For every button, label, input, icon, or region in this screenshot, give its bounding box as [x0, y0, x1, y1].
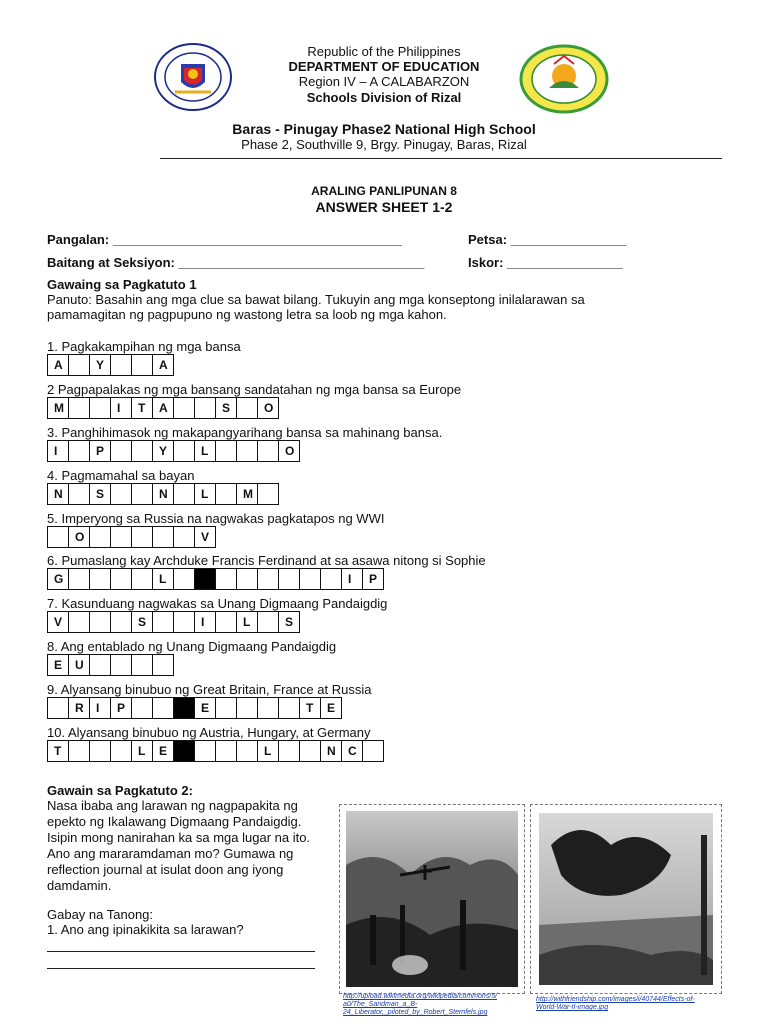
letter-box[interactable]: I — [89, 697, 111, 719]
answer-boxes-7 — [47, 611, 299, 633]
photo1-source-link[interactable] — [343, 993, 533, 1017]
letter-box[interactable] — [131, 526, 153, 548]
letter-box[interactable] — [89, 568, 111, 590]
header-division: Schools Division of Rizal — [306, 90, 462, 105]
answer-boxes-10 — [47, 740, 383, 762]
letter-box[interactable]: L — [257, 740, 279, 762]
letter-box[interactable] — [257, 483, 279, 505]
header-department: DEPARTMENT OF EDUCATION — [288, 59, 480, 74]
answer-boxes-5 — [47, 526, 215, 548]
letter-box[interactable]: I — [341, 568, 363, 590]
letter-box[interactable] — [236, 740, 258, 762]
letter-box[interactable]: A — [152, 354, 174, 376]
letter-box[interactable] — [110, 440, 132, 462]
letter-box[interactable] — [236, 397, 258, 419]
letter-box[interactable]: T — [299, 697, 321, 719]
letter-box[interactable]: L — [236, 611, 258, 633]
letter-box[interactable] — [320, 568, 342, 590]
letter-box[interactable] — [68, 397, 90, 419]
answer-boxes-2 — [47, 397, 278, 419]
letter-box[interactable] — [152, 611, 174, 633]
letter-box[interactable]: S — [89, 483, 111, 505]
letter-box[interactable] — [215, 568, 237, 590]
letter-box[interactable]: O — [68, 526, 90, 548]
letter-box[interactable] — [299, 740, 321, 762]
activity2-line-3: Isipin mong nanirahan ka sa mga lugar na ito. — [47, 830, 311, 845]
blocked-box — [194, 568, 216, 590]
photo2-link-line1[interactable]: http://withfriendship.com/images/i/40744/Effects-of- — [536, 996, 695, 1003]
letter-box[interactable]: Y — [152, 440, 174, 462]
letter-box[interactable] — [299, 568, 321, 590]
photo1-link-line1[interactable]: http://upload.wikimedia.org/wikipedia/commons/5/ — [343, 993, 498, 1000]
letter-box[interactable]: Y — [89, 354, 111, 376]
letter-box[interactable] — [215, 483, 237, 505]
letter-box[interactable]: E — [194, 697, 216, 719]
activity2-line-1: Nasa ibaba ang larawan ng nagpapakita ng — [47, 798, 298, 813]
answer-boxes-9 — [47, 697, 341, 719]
letter-box[interactable]: M — [236, 483, 258, 505]
letter-box[interactable] — [278, 568, 300, 590]
letter-box[interactable] — [68, 568, 90, 590]
letter-box[interactable]: N — [47, 483, 69, 505]
letter-box[interactable] — [110, 740, 132, 762]
activity1-instruction-line2: pamamagitan ng pagpupuno ng wastong letra sa loob ng mga kahon. — [47, 307, 447, 322]
letter-box[interactable] — [68, 611, 90, 633]
answer-boxes-1 — [47, 354, 173, 376]
letter-box[interactable]: L — [152, 568, 174, 590]
letter-box[interactable] — [257, 611, 279, 633]
letter-box[interactable]: M — [47, 397, 69, 419]
letter-box[interactable] — [215, 740, 237, 762]
letter-box[interactable] — [173, 483, 195, 505]
letter-box[interactable] — [215, 611, 237, 633]
letter-box[interactable] — [257, 697, 279, 719]
letter-box[interactable]: L — [131, 740, 153, 762]
letter-box[interactable]: S — [131, 611, 153, 633]
letter-box[interactable] — [194, 397, 216, 419]
sheet-title: ANSWER SHEET 1-2 — [315, 199, 453, 215]
header-region: Region IV – A CALABARZON — [298, 74, 470, 89]
letter-box[interactable]: U — [68, 654, 90, 676]
letter-box[interactable] — [173, 440, 195, 462]
letter-box[interactable]: E — [47, 654, 69, 676]
letter-box[interactable]: P — [110, 697, 132, 719]
letter-box[interactable] — [68, 740, 90, 762]
letter-box[interactable] — [173, 568, 195, 590]
letter-box[interactable] — [152, 526, 174, 548]
activity1-instruction-line1: Panuto: Basahin ang mga clue sa bawat bilang. Tukuyin ang mga konseptong inilalarawan sa — [47, 292, 585, 307]
activity1-title: Gawaing sa Pagkatuto 1 — [47, 277, 197, 292]
clue-7: 7. Kasunduang nagwakas sa Unang Digmaang Pandaigdig — [47, 596, 388, 611]
photo2-source-link[interactable] — [536, 996, 726, 1012]
letter-box[interactable]: S — [278, 611, 300, 633]
letter-box[interactable] — [362, 740, 384, 762]
letter-box[interactable] — [173, 611, 195, 633]
letter-box[interactable]: L — [194, 483, 216, 505]
header-divider — [160, 158, 722, 159]
activity2-title: Gawain sa Pagkatuto 2: — [47, 783, 193, 798]
letter-box[interactable] — [110, 654, 132, 676]
activity2-line-4: Ano ang mararamdaman mo? Gumawa ng — [47, 846, 294, 861]
blocked-box — [173, 697, 195, 719]
photo1-link-line3[interactable]: 24_Liberator,_piloted_by_Robert_Sternfels.jpg — [343, 1009, 488, 1016]
clue-4: 4. Pagmamahal sa bayan — [47, 468, 195, 483]
letter-box[interactable] — [47, 697, 69, 719]
letter-box[interactable]: N — [320, 740, 342, 762]
clue-1: 1. Pagkakampihan ng mga bansa — [47, 339, 241, 354]
clue-3: 3. Panghihimasok ng makapangyarihang bansa sa mahinang bansa. — [47, 425, 443, 440]
letter-box[interactable] — [47, 526, 69, 548]
school-name: Baras - Pinugay Phase2 National High School — [232, 121, 536, 137]
clue-10: 10. Alyansang binubuo ng Austria, Hungary, at Germany — [47, 725, 371, 740]
letter-box[interactable] — [68, 483, 90, 505]
date-field[interactable]: Petsa: ________________ — [468, 232, 627, 247]
clue-6: 6. Pumaslang kay Archduke Francis Ferdinand at sa asawa nitong si Sophie — [47, 553, 486, 568]
letter-box[interactable] — [110, 568, 132, 590]
letter-box[interactable]: L — [194, 440, 216, 462]
letter-box[interactable] — [131, 354, 153, 376]
letter-box[interactable] — [131, 654, 153, 676]
letter-box[interactable]: A — [152, 397, 174, 419]
name-field[interactable]: Pangalan: ________________________________________ — [47, 232, 402, 247]
letter-box[interactable] — [89, 397, 111, 419]
letter-box[interactable] — [89, 654, 111, 676]
letter-box[interactable]: V — [47, 611, 69, 633]
question-1: 1. Ano ang ipinakikita sa larawan? — [47, 922, 244, 937]
letter-box[interactable] — [131, 440, 153, 462]
blocked-box — [173, 740, 195, 762]
letter-box[interactable] — [278, 697, 300, 719]
letter-box[interactable]: I — [110, 397, 132, 419]
letter-box[interactable] — [89, 740, 111, 762]
letter-box[interactable]: R — [68, 697, 90, 719]
letter-box[interactable]: I — [47, 440, 69, 462]
letter-box[interactable] — [215, 440, 237, 462]
letter-box[interactable]: E — [152, 740, 174, 762]
letter-box[interactable]: T — [47, 740, 69, 762]
answer-boxes-4 — [47, 483, 278, 505]
answer-line[interactable] — [47, 968, 315, 969]
guide-questions-label: Gabay na Tanong: — [47, 907, 154, 922]
letter-box[interactable]: P — [362, 568, 384, 590]
photo-frame-2 — [530, 804, 722, 994]
score-field[interactable]: Iskor: ________________ — [468, 255, 623, 270]
clue-5: 5. Imperyong sa Russia na nagwakas pagkatapos ng WWI — [47, 511, 385, 526]
subject-title: ARALING PANLIPUNAN 8 — [311, 184, 457, 198]
letter-box[interactable] — [110, 611, 132, 633]
answer-boxes-6 — [47, 568, 383, 590]
letter-box[interactable]: N — [152, 483, 174, 505]
letter-box[interactable] — [236, 697, 258, 719]
letter-box[interactable] — [110, 526, 132, 548]
clue-2: 2 Pagpapalakas ng mga bansang sandatahan ng mga bansa sa Europe — [47, 382, 462, 397]
letter-box[interactable] — [257, 440, 279, 462]
letter-box[interactable] — [152, 697, 174, 719]
letter-box[interactable] — [194, 740, 216, 762]
photo2-link-line2[interactable]: World-War-II-image.jpg — [536, 1004, 609, 1011]
answer-boxes-3 — [47, 440, 299, 462]
letter-box[interactable]: I — [194, 611, 216, 633]
letter-box[interactable]: G — [47, 568, 69, 590]
photo-frame-1 — [339, 804, 525, 994]
activity2-line-2: epekto ng Ikalawang Digmaang Pandaigdig. — [47, 814, 302, 829]
letter-box[interactable] — [68, 440, 90, 462]
header-republic: Republic of the Philippines — [307, 44, 461, 59]
letter-box[interactable] — [278, 740, 300, 762]
answer-boxes-8 — [47, 654, 173, 676]
letter-box[interactable]: C — [341, 740, 363, 762]
photo1-link-line2[interactable]: a0/The_Sandman_a_B- — [343, 1001, 418, 1008]
letter-box[interactable] — [152, 654, 174, 676]
letter-box[interactable]: T — [131, 397, 153, 419]
letter-box[interactable] — [131, 697, 153, 719]
letter-box[interactable]: O — [278, 440, 300, 462]
letter-box[interactable] — [110, 483, 132, 505]
activity2-line-6: damdamin. — [47, 878, 112, 893]
letter-box[interactable] — [131, 568, 153, 590]
letter-box[interactable]: A — [47, 354, 69, 376]
letter-box[interactable]: V — [194, 526, 216, 548]
letter-box[interactable] — [173, 397, 195, 419]
letter-box[interactable]: P — [89, 440, 111, 462]
letter-box[interactable] — [89, 611, 111, 633]
battlefield-smoke-photo — [531, 805, 721, 993]
answer-line[interactable] — [47, 951, 315, 952]
clue-8: 8. Ang entablado ng Unang Digmaang Pandaigdig — [47, 639, 337, 654]
letter-box[interactable] — [131, 483, 153, 505]
letter-box[interactable]: E — [320, 697, 342, 719]
letter-box[interactable] — [110, 354, 132, 376]
letter-box[interactable] — [89, 526, 111, 548]
letter-box[interactable]: O — [257, 397, 279, 419]
letter-box[interactable] — [173, 526, 195, 548]
letter-box[interactable] — [215, 697, 237, 719]
section-field[interactable]: Baitang at Seksiyon: __________________________________ — [47, 255, 425, 270]
school-address: Phase 2, Southville 9, Brgy. Pinugay, Baras, Rizal — [241, 137, 527, 152]
letter-box[interactable] — [236, 440, 258, 462]
letter-box[interactable] — [68, 354, 90, 376]
letter-box[interactable] — [236, 568, 258, 590]
activity2-line-5: reflection journal at isulat doon ang iyong — [47, 862, 284, 877]
letter-box[interactable] — [257, 568, 279, 590]
clue-9: 9. Alyansang binubuo ng Great Britain, France at Russia — [47, 682, 372, 697]
letter-box[interactable]: S — [215, 397, 237, 419]
bomber-over-smoke-photo — [340, 805, 524, 993]
